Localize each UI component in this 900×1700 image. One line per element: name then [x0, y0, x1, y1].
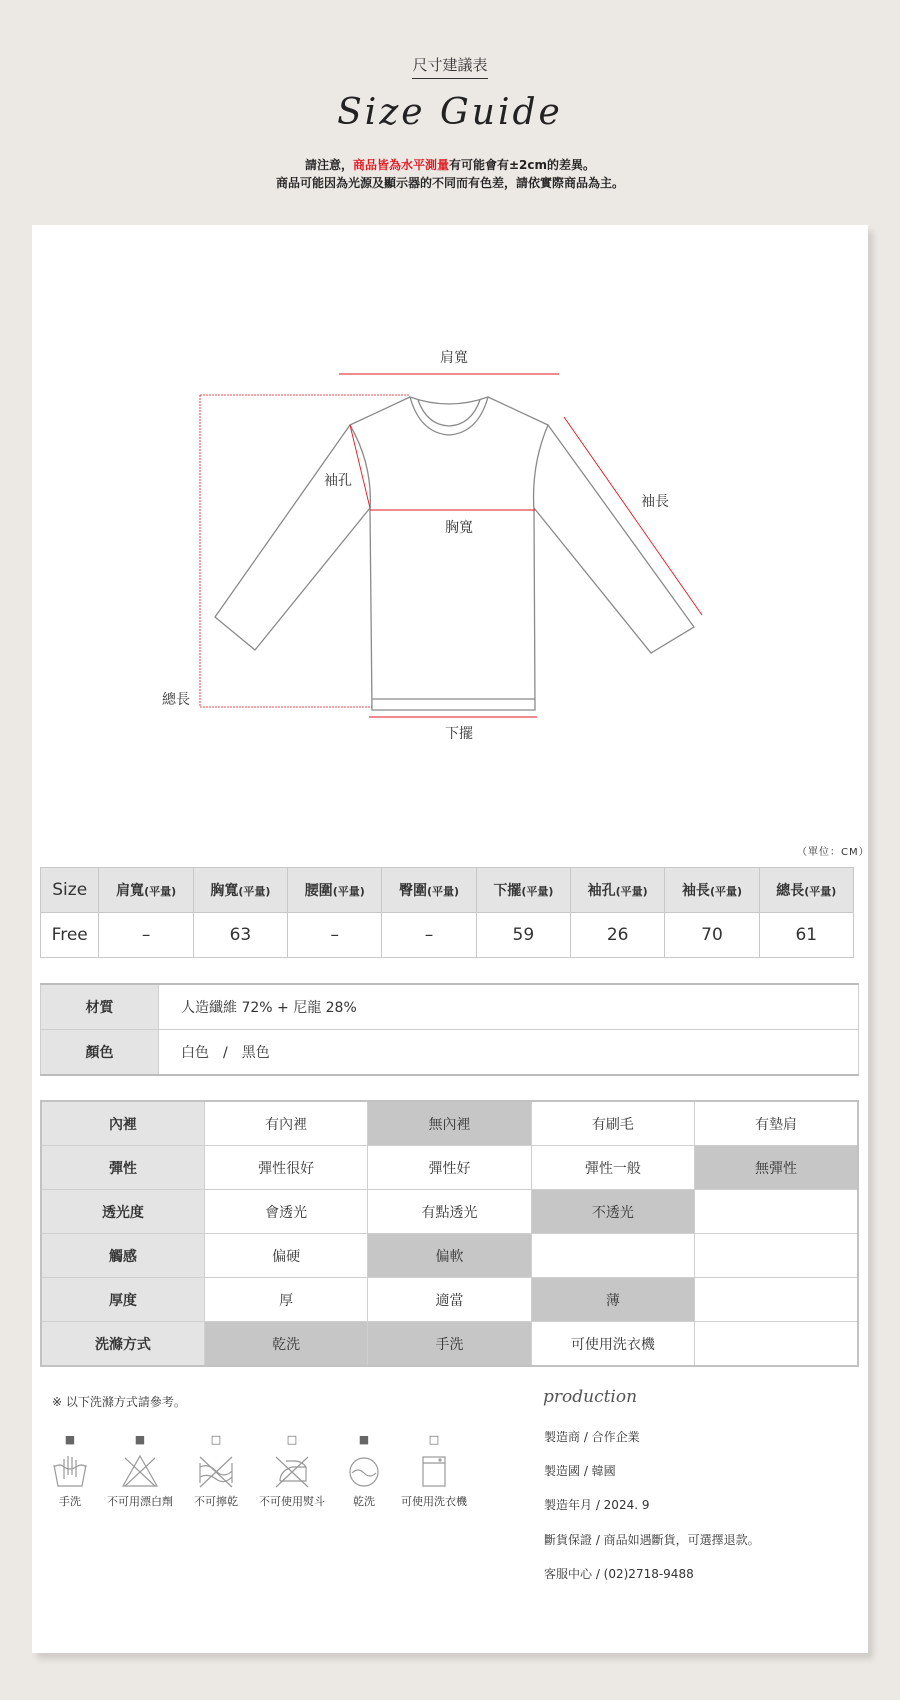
notice-prefix: 請注意， — [304, 158, 353, 172]
column-note: (平量) — [332, 885, 365, 898]
feature-option: 有墊肩 — [695, 1101, 858, 1146]
checkbox-icon: □ — [286, 1433, 298, 1446]
feature-option: 偏硬 — [204, 1234, 367, 1278]
wash-item — [326, 1433, 402, 1509]
feature-option — [695, 1278, 858, 1322]
hand-wash-icon — [50, 1453, 90, 1489]
checkbox-icon: □ — [210, 1433, 222, 1446]
size-cell: Free — [41, 913, 99, 958]
notice-highlight: 商品皆為水平測量 — [352, 158, 449, 172]
feature-key: 觸感 — [41, 1234, 204, 1278]
feature-key: 內裡 — [41, 1101, 204, 1146]
column-header — [476, 868, 570, 913]
wash-item — [102, 1433, 178, 1509]
column-note: (平量) — [238, 885, 271, 898]
table-row — [41, 1322, 858, 1367]
feature-option: 手洗 — [368, 1322, 531, 1367]
column-name: 胸寬 — [210, 883, 239, 899]
wash-label: 不可用漂白劑 — [107, 1495, 173, 1508]
size-guide-card — [32, 225, 868, 1653]
chest-label: 胸寬 — [445, 520, 473, 536]
feature-option: 偏軟 — [368, 1234, 531, 1278]
color-key: 顏色 — [41, 1030, 159, 1076]
feature-option: 薄 — [531, 1278, 694, 1322]
value-cell: – — [288, 913, 382, 958]
table-row — [41, 1234, 858, 1278]
checkbox-icon: □ — [428, 1433, 440, 1446]
size-chart-tag-text: 尺寸建議表 — [412, 54, 487, 79]
notice-suffix: 有可能會有±2cm的差異。 — [449, 158, 596, 172]
material-table — [40, 983, 859, 1076]
table-row — [41, 1101, 858, 1146]
value-cell: 63 — [193, 913, 287, 958]
size-header-cell: Size — [41, 868, 99, 913]
feature-option — [695, 1234, 858, 1278]
material-value: 人造纖維 72% + 尼龍 28% — [159, 984, 859, 1030]
size-table-header — [41, 868, 854, 913]
feature-option: 無彈性 — [695, 1146, 858, 1190]
feature-option: 彈性好 — [368, 1146, 531, 1190]
feature-option: 厚 — [204, 1278, 367, 1322]
page-title: Size Guide — [337, 92, 563, 133]
features-table — [40, 1100, 859, 1367]
value-cell: 59 — [476, 913, 570, 958]
feature-key: 彈性 — [41, 1146, 204, 1190]
column-name: 腰圍 — [304, 883, 333, 899]
value-cell: 70 — [665, 913, 759, 958]
wash-label: 不可使用熨斗 — [259, 1495, 325, 1508]
feature-option: 彈性一般 — [531, 1146, 694, 1190]
value-cell: – — [382, 913, 476, 958]
sleeve-label: 袖長 — [641, 494, 669, 510]
column-note: (平量) — [144, 885, 177, 898]
table-row — [41, 1278, 858, 1322]
production-line: 斷貨保證 / 商品如遇斷貨，可選擇退款。 — [544, 1533, 760, 1547]
wash-item — [396, 1433, 472, 1509]
unit-note: （單位：CM） — [797, 847, 870, 858]
column-header — [665, 868, 759, 913]
column-header — [193, 868, 287, 913]
feature-key: 厚度 — [41, 1278, 204, 1322]
column-note: (平量) — [521, 885, 554, 898]
feature-key: 洗滌方式 — [41, 1322, 204, 1367]
column-name: 總長 — [776, 883, 805, 899]
wash-label: 手洗 — [59, 1495, 81, 1508]
table-row — [41, 1190, 858, 1234]
column-name: 袖長 — [681, 883, 710, 899]
column-note: (平量) — [804, 885, 837, 898]
no-bleach-icon — [120, 1453, 160, 1489]
measurement-notice — [0, 156, 900, 173]
feature-option: 無內裡 — [368, 1101, 531, 1146]
column-header — [288, 868, 382, 913]
wash-item — [178, 1433, 254, 1509]
feature-option: 不透光 — [531, 1190, 694, 1234]
checkbox-icon: ■ — [134, 1433, 146, 1446]
column-name: 肩寬 — [116, 883, 145, 899]
wash-label: 不可擰乾 — [194, 1495, 238, 1508]
wash-label: 可使用洗衣機 — [401, 1495, 467, 1508]
feature-key: 透光度 — [41, 1190, 204, 1234]
column-name: 下擺 — [493, 883, 522, 899]
wash-item — [254, 1433, 330, 1509]
column-name: 臀圍 — [399, 883, 427, 899]
color-value: 白色 / 黑色 — [159, 1030, 859, 1076]
feature-option: 有刷毛 — [531, 1101, 694, 1146]
production-line: 製造國 / 韓國 — [544, 1464, 616, 1478]
table-row — [41, 913, 854, 958]
checkbox-icon: ■ — [358, 1433, 370, 1446]
material-key: 材質 — [41, 984, 159, 1030]
feature-option: 有點透光 — [368, 1190, 531, 1234]
column-note: (平量) — [427, 885, 460, 898]
checkbox-icon: ■ — [64, 1433, 76, 1446]
feature-option: 適當 — [368, 1278, 531, 1322]
wash-label: 乾洗 — [353, 1495, 375, 1508]
wash-item — [32, 1433, 108, 1509]
table-row — [41, 984, 859, 1030]
no-iron-icon — [272, 1453, 312, 1489]
feature-option — [695, 1190, 858, 1234]
feature-option: 乾洗 — [204, 1322, 367, 1367]
column-header — [382, 868, 476, 913]
value-cell: 61 — [759, 913, 853, 958]
production-line: 製造年月 / 2024. 9 — [544, 1498, 650, 1512]
feature-option: 彈性很好 — [204, 1146, 367, 1190]
length-label: 總長 — [162, 692, 190, 708]
table-row — [41, 1030, 859, 1076]
washing-machine-icon — [414, 1453, 454, 1489]
production-line: 客服中心 / (02)2718-9488 — [544, 1567, 694, 1581]
feature-option: 可使用洗衣機 — [531, 1322, 694, 1367]
column-header — [99, 868, 193, 913]
column-note: (平量) — [709, 885, 742, 898]
column-header — [571, 868, 665, 913]
column-name: 袖孔 — [587, 883, 616, 899]
column-header — [759, 868, 853, 913]
size-chart-tag — [0, 54, 900, 79]
production-title: production — [543, 1387, 638, 1407]
no-wring-icon — [196, 1453, 236, 1489]
color-notice: 商品可能因為光源及顯示器的不同而有色差，請依實際商品為主。 — [275, 176, 624, 190]
shoulder-label: 肩寬 — [440, 350, 468, 366]
column-note: (平量) — [615, 885, 648, 898]
feature-option — [531, 1234, 694, 1278]
feature-option: 會透光 — [204, 1190, 367, 1234]
production-line: 製造商 / 合作企業 — [544, 1430, 640, 1444]
value-cell: 26 — [571, 913, 665, 958]
value-cell: – — [99, 913, 193, 958]
hem-label: 下擺 — [445, 726, 473, 742]
washing-note: ※ 以下洗滌方式請參考。 — [52, 1395, 186, 1409]
size-table — [40, 867, 854, 958]
armhole-label: 袖孔 — [324, 473, 352, 489]
dry-clean-icon — [344, 1453, 384, 1489]
feature-option — [695, 1322, 858, 1367]
feature-option: 有內裡 — [204, 1101, 367, 1146]
table-row — [41, 1146, 858, 1190]
